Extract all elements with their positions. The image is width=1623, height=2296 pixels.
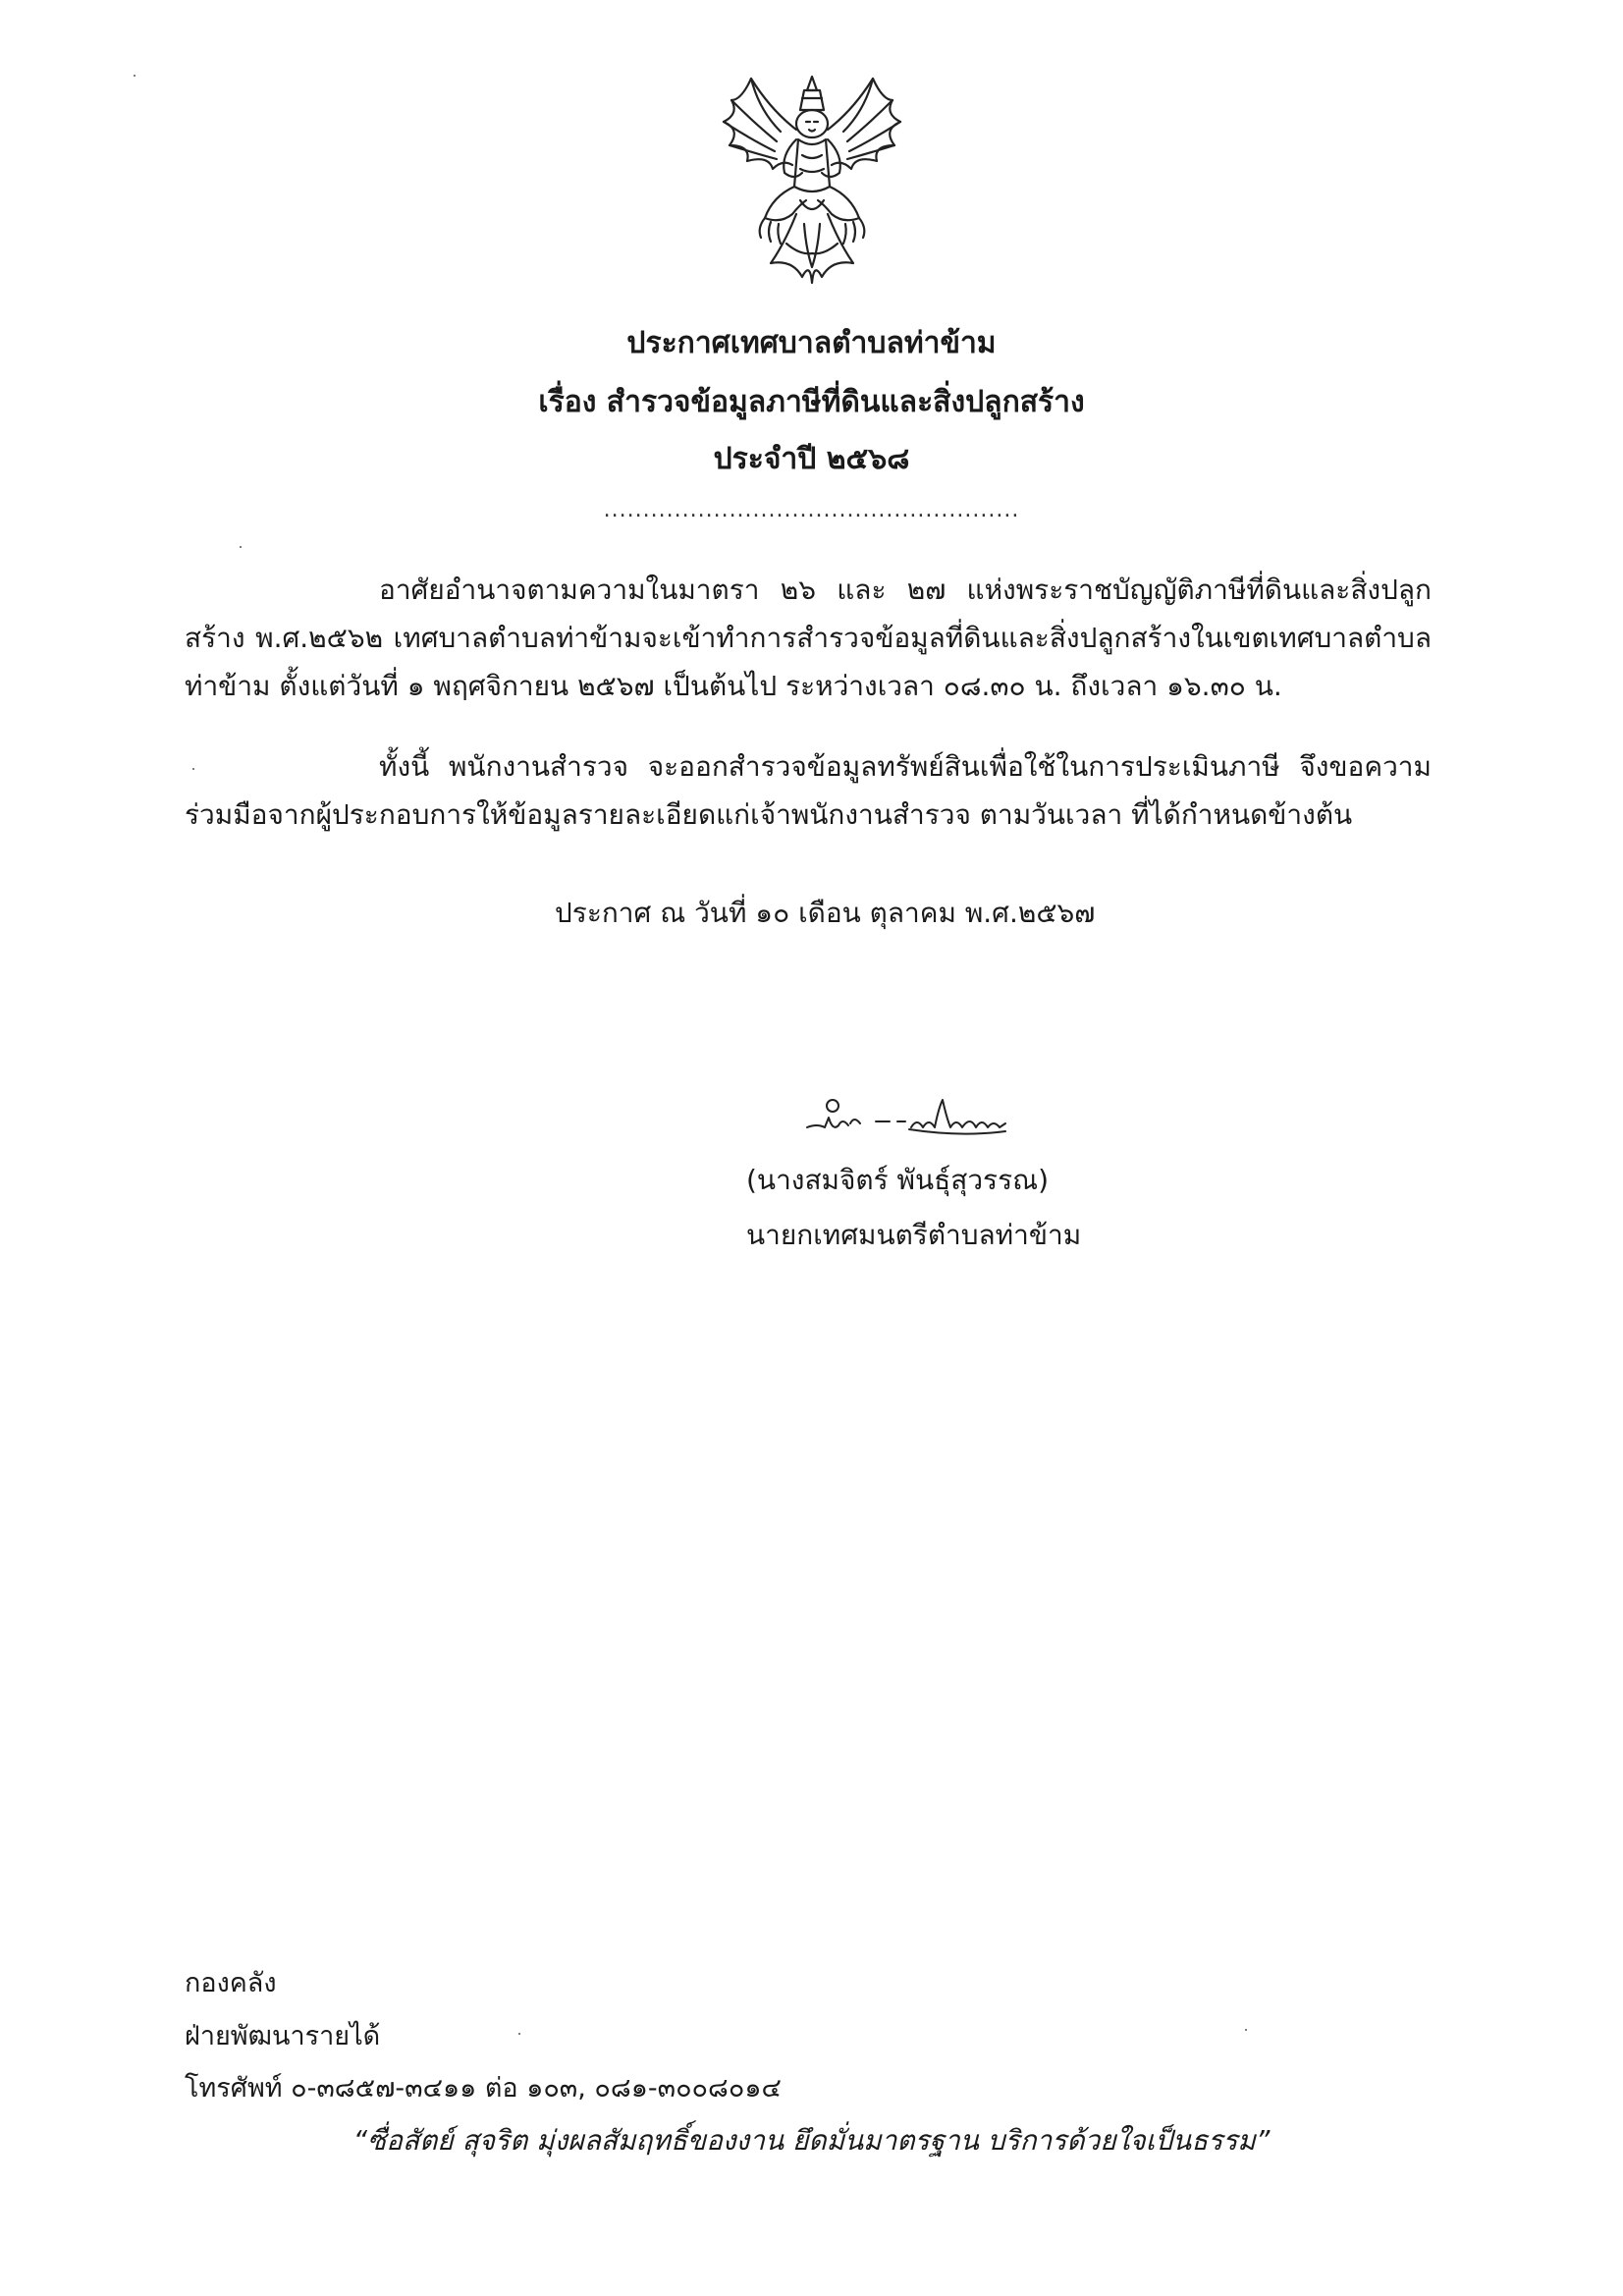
- announcement-year: ประจำปี ๒๕๖๘: [713, 442, 910, 476]
- body-paragraph-2: ทั้งนี้ พนักงานสำรวจ จะออกสำรวจข้อมูลทรัพย์สินเพื่อใช้ในการประเมินภาษี จึงขอความร่วมมือจากผู้ประกอบการให้ข้อมูลรายละเอียดแก่เจ้าพนักงานสำรวจ ตามวันเวลา ที่ได้กำหนดข้างต้น: [185, 750, 1432, 831]
- footer-department: กองคลัง: [185, 1968, 277, 1998]
- announcement-subject: เรื่อง สำรวจข้อมูลภาษีที่ดินและสิ่งปลูกสร้าง: [538, 385, 1085, 419]
- signer-title: นายกเทศมนตรีตำบลท่าข้าม: [746, 1219, 1082, 1251]
- scan-speck: [1245, 2029, 1247, 2031]
- footer-phone: โทรศัพท์ ๐-๓๘๕๗-๓๔๑๑ ต่อ ๑๐๓, ๐๘๑-๓๐๐๘๐๑๔: [185, 2073, 782, 2104]
- signer-name: (นางสมจิตร์ พันธุ์สุวรรณ): [746, 1164, 1050, 1196]
- footer-motto: “ซื่อสัตย์ สุจริต มุ่งผลสัมฤทธิ์ของงาน ยึดมั่นมาตรฐาน บริการด้วยใจเป็นธรรม”: [352, 2124, 1271, 2157]
- scan-speck: [240, 546, 242, 548]
- handwritten-signature: [803, 1088, 1011, 1151]
- heading-divider: .....................................................: [603, 498, 1020, 522]
- garuda-emblem-icon: [712, 71, 913, 295]
- footer-division: ฝ่ายพัฒนารายได้: [185, 2021, 381, 2051]
- announcement-heading: ประกาศเทศบาลตำบลท่าข้าม: [626, 326, 997, 360]
- scan-speck: [134, 75, 135, 77]
- scan-speck: [192, 768, 194, 770]
- body-paragraph-1: อาศัยอำนาจตามความในมาตรา ๒๖ และ ๒๗ แห่งพระราชบัญญัติภาษีที่ดินและสิ่งปลูกสร้าง พ.ศ.๒๕๖๒ เทศบาลตำบลท่าข้ามจะเข้าทำการสำรวจข้อมูลที่ดินและสิ่งปลูกสร้างในเขตเทศบาลตำบลท่าข้าม ตั้งแต่วันที่ ๑ พฤศจิกายน ๒๕๖๗ เป็นต้นไป ระหว่างเวลา ๐๘.๓๐ น. ถึงเวลา ๑๖.๓๐ น.: [185, 574, 1432, 702]
- announcement-date: ประกาศ ณ วันที่ ๑๐ เดือน ตุลาคม พ.ศ.๒๕๖๗: [555, 897, 1096, 929]
- scan-speck: [518, 2033, 520, 2035]
